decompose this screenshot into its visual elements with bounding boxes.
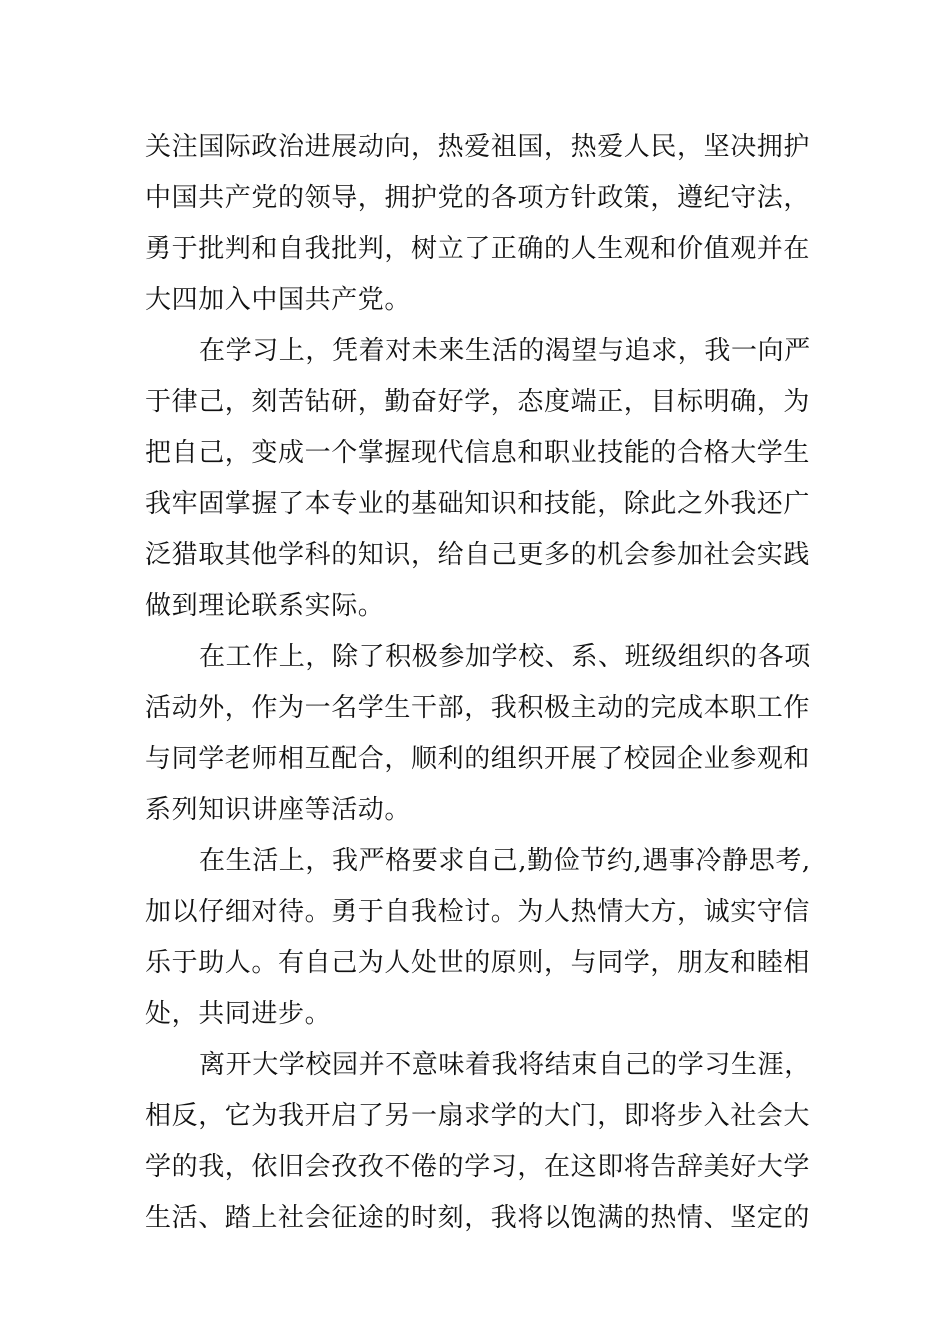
text-line-14: 系列知识讲座等活动。 (145, 795, 412, 825)
text-line-3: 勇于批判和自我批判，树立了正确的人生观和价值观并在 (145, 234, 811, 264)
text-line-16: 加以仔细对待。勇于自我检讨。为人热情大方，诚实守信 (145, 897, 811, 927)
text-line-21: 学的我，依旧会孜孜不倦的学习，在这即将告辞美好大学 (145, 1152, 811, 1182)
paragraph-life-first-line: 在生活上，我严格要求自己,勤俭节约,遇事冷静思考, (199, 846, 811, 876)
paragraph-future-first-line: 离开大学校园并不意味着我将结束自己的学习生涯， (199, 1050, 811, 1080)
text-line-4: 大四加入中国共产党。 (145, 285, 412, 315)
text-line-6: 于律己，刻苦钻研，勤奋好学，态度端正，目标明确，为 (145, 387, 811, 417)
text-line-17: 乐于助人。有自己为人处世的原则，与同学，朋友和睦相 (145, 948, 811, 978)
text-line-9: 泛猎取其他学科的知识，给自己更多的机会参加社会实践 (145, 540, 811, 570)
document-body (145, 122, 810, 1244)
paragraph-study-first-line: 在学习上，凭着对未来生活的渴望与追求，我一向严 (199, 336, 811, 366)
text-line-8: 我牢固掌握了本专业的基础知识和技能，除此之外我还广 (145, 489, 811, 519)
text-line-7: 把自己，变成一个掌握现代信息和职业技能的合格大学生 (145, 438, 811, 468)
text-line-10: 做到理论联系实际。 (145, 591, 385, 621)
text-line-20: 相反，它为我开启了另一扇求学的大门，即将步入社会大 (145, 1101, 811, 1131)
text-line-12: 活动外，作为一名学生干部，我积极主动的完成本职工作 (145, 693, 811, 723)
text-line-13: 与同学老师相互配合，顺利的组织开展了校园企业参观和 (145, 744, 811, 774)
text-line-1: 关注国际政治进展动向，热爱祖国，热爱人民，坚决拥护 (145, 132, 811, 162)
paragraph-work-first-line: 在工作上，除了积极参加学校、系、班级组织的各项 (199, 642, 811, 672)
text-line-22: 生活、踏上社会征途的时刻，我将以饱满的热情、坚定的 (145, 1203, 811, 1233)
text-line-2: 中国共产党的领导，拥护党的各项方针政策，遵纪守法， (145, 183, 811, 213)
text-line-18: 处，共同进步。 (145, 999, 332, 1029)
